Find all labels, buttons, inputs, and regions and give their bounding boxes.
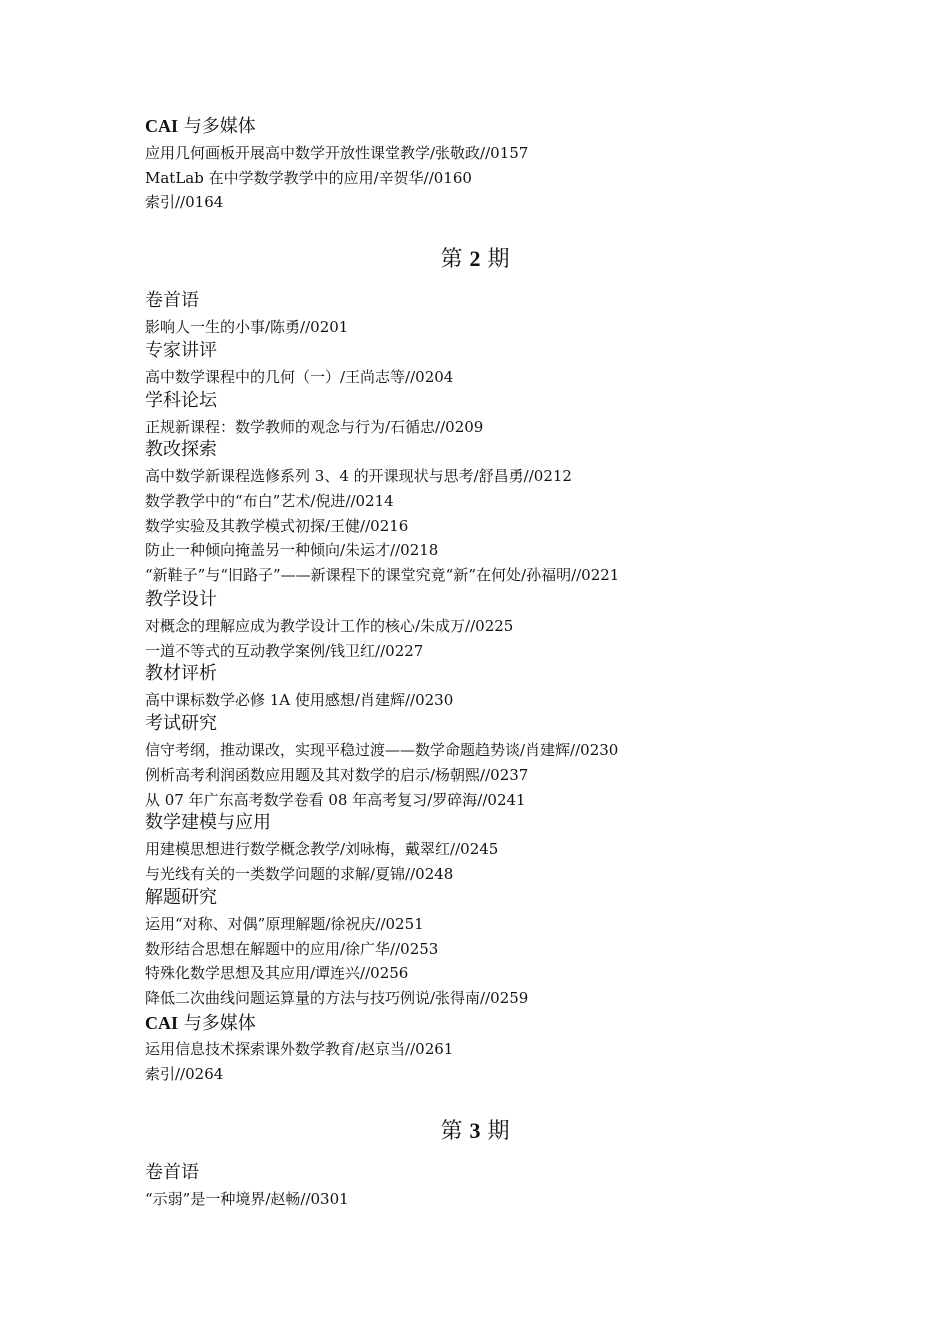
issue-heading: 第 3 期 bbox=[440, 1118, 510, 1144]
toc-entry: 高中课标数学必修 1A 使用感想/肖建辉//0230 bbox=[145, 691, 454, 709]
toc-entry: 降低二次曲线问题运算量的方法与技巧例说/张得南//0259 bbox=[145, 989, 529, 1007]
toc-entry: 高中数学新课程选修系列 3、4 的开课现状与思考/舒昌勇//0212 bbox=[145, 467, 572, 485]
issue-heading: 第 2 期 bbox=[440, 246, 510, 272]
toc-entry: 索引//0264 bbox=[145, 1065, 224, 1083]
toc-entry: 与光线有关的一类数学问题的求解/夏锦//0248 bbox=[145, 865, 454, 883]
toc-entry: 例析高考利润函数应用题及其对数学的启示/杨朝熙//0237 bbox=[145, 766, 529, 784]
toc-entry: 运用“对称、对偶”原理解题/徐祝庆//0251 bbox=[145, 915, 424, 933]
category-heading: 卷首语 bbox=[145, 1162, 199, 1183]
toc-entry: 正规新课程：数学教师的观念与行为/石循忠//0209 bbox=[145, 418, 484, 436]
category-heading: 数学建模与应用 bbox=[145, 812, 271, 833]
toc-entry: “示弱”是一种境界/赵畅//0301 bbox=[145, 1190, 349, 1208]
category-heading-cai: CAI 与多媒体 bbox=[145, 1013, 256, 1034]
toc-entry: 从 07 年广东高考数学卷看 08 年高考复习/罗碎海//0241 bbox=[145, 791, 526, 809]
toc-entry: 数形结合思想在解题中的应用/徐广华//0253 bbox=[145, 940, 439, 958]
category-heading: 卷首语 bbox=[145, 290, 199, 311]
toc-entry: 索引//0164 bbox=[145, 193, 224, 211]
toc-entry: 高中数学课程中的几何（一）/王尚志等//0204 bbox=[145, 368, 454, 386]
category-heading: 学科论坛 bbox=[145, 390, 217, 411]
toc-entry: 数学实验及其教学模式初探/王健//0216 bbox=[145, 517, 409, 535]
category-heading: 专家讲评 bbox=[145, 340, 217, 361]
toc-entry: 影响人一生的小事/陈勇//0201 bbox=[145, 318, 349, 336]
category-heading: 教材评析 bbox=[145, 663, 217, 684]
category-heading-cai: CAI 与多媒体 bbox=[145, 116, 256, 137]
toc-entry: 应用几何画板开展高中数学开放性课堂教学/张敬政//0157 bbox=[145, 144, 529, 162]
category-heading: 解题研究 bbox=[145, 887, 217, 908]
toc-entry: 运用信息技术探索课外数学教育/赵京当//0261 bbox=[145, 1040, 454, 1058]
category-heading: 考试研究 bbox=[145, 713, 217, 734]
category-heading: 教学设计 bbox=[145, 589, 217, 610]
toc-entry: 防止一种倾向掩盖另一种倾向/朱运才//0218 bbox=[145, 541, 439, 559]
category-heading: 教改探索 bbox=[145, 439, 217, 460]
toc-entry: MatLab 在中学数学教学中的应用/辛贺华//0160 bbox=[145, 169, 472, 187]
toc-entry: 数学教学中的“布白”艺术/倪进//0214 bbox=[145, 492, 394, 510]
toc-entry: 对概念的理解应成为教学设计工作的核心/朱成万//0225 bbox=[145, 617, 514, 635]
toc-entry: “新鞋子”与“旧路子”——新课程下的课堂究竟“新”在何处/孙福明//0221 bbox=[145, 566, 620, 584]
toc-entry: 用建模思想进行数学概念教学/刘咏梅，戴翠红//0245 bbox=[145, 840, 499, 858]
toc-entry: 特殊化数学思想及其应用/谭连兴//0256 bbox=[145, 964, 409, 982]
toc-entry: 信守考纲，推动课改，实现平稳过渡——数学命题趋势谈/肖建辉//0230 bbox=[145, 741, 619, 759]
toc-entry: 一道不等式的互动教学案例/钱卫红//0227 bbox=[145, 642, 424, 660]
